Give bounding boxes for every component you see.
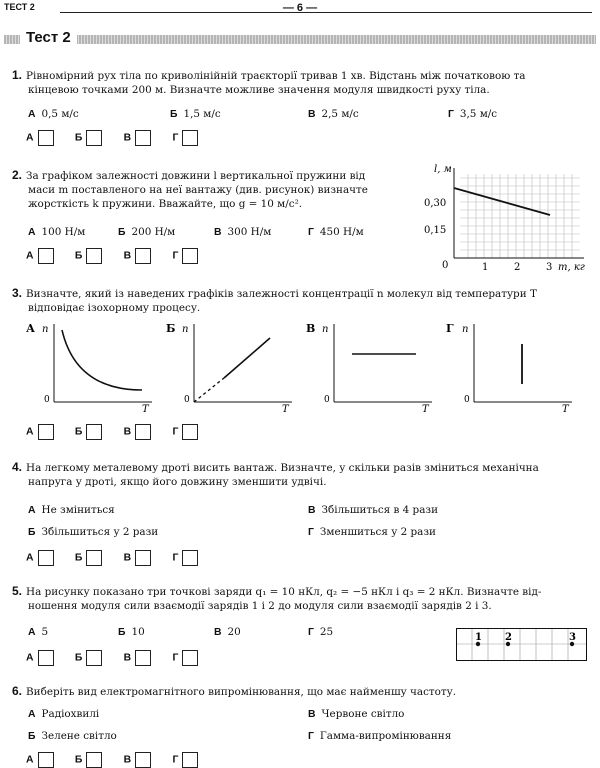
question-number: 2. [12,168,23,182]
answer-box-a[interactable] [38,650,54,666]
question-3 [12,286,537,315]
y-tick-label: 0,30 [424,198,447,209]
option-a: А 100 Н/м [28,226,86,238]
option-b: Б Збільшиться у 2 рази [28,526,159,538]
question-text: На легкому металевому дроті висить вантаж. Визначте, у скільки разів зміниться механічна [26,462,539,474]
question-text: кінцевою точками 200 м. Визначте можливе значення модуля швидкості руху тіла. [28,84,490,96]
title-bar [4,29,596,46]
answer-box-d[interactable] [182,248,198,264]
svg-text:T: T [282,404,289,414]
question-text: відповідає ізохорному процесу. [28,302,201,314]
option-a: А Не зміниться [28,504,115,516]
question-text: напруга у дроті, якщо його довжину зменшити удвічі. [28,476,327,488]
question-text: жорсткість k пружини. Вважайте, що g = 10 м/с². [28,198,303,210]
question-text: ношення модуля сили взаємодії зарядів 1 і 2 до модуля сили взаємодії зарядів 2 і 3. [28,600,492,612]
answer-box-b[interactable] [86,752,102,768]
svg-text:3: 3 [569,632,576,643]
answer-box-d[interactable] [182,424,198,440]
answer-box-c[interactable] [135,424,151,440]
x-tick-label: 3 [546,262,553,273]
svg-text:А: А [26,322,35,335]
answer-row-5: А Б В Г [26,650,216,666]
answer-box-d[interactable] [182,550,198,566]
question-number: 1. [12,68,23,82]
answer-box-b[interactable] [86,130,102,146]
option-d: Г 25 [308,626,334,638]
answer-box-c[interactable] [135,550,151,566]
svg-text:1: 1 [475,632,482,643]
option-a: А 5 [28,626,49,638]
option-c: В Червоне світло [308,708,405,720]
test-label: ТЕСТ 2 [4,2,35,12]
graph-d [444,320,584,414]
option-b: Б Зелене світло [28,730,117,742]
answer-row-3: А Б В Г [26,424,216,440]
answer-box-a[interactable] [38,424,54,440]
page-header [4,2,596,14]
x-tick-label: 1 [482,262,489,273]
option-b: Б 10 [118,626,145,638]
spring-length-graph [420,160,596,278]
svg-text:В: В [306,322,316,335]
svg-text:0: 0 [464,395,470,405]
svg-text:0: 0 [324,395,330,405]
option-c: В Збільшиться в 4 рази [308,504,438,516]
answer-box-b[interactable] [86,248,102,264]
answer-row-1: А Б В Г [26,130,216,146]
option-d: Г Гамма-випромінювання [308,730,452,742]
header-rule [60,12,592,13]
graph-curve [62,330,142,390]
option-d: Г Зменшиться у 2 рази [308,526,436,538]
answer-box-d[interactable] [182,752,198,768]
answer-box-b[interactable] [86,650,102,666]
option-b: Б 1,5 м/с [170,108,221,120]
option-c: В 20 [214,626,241,638]
answer-box-b[interactable] [86,424,102,440]
question-6 [12,684,456,699]
svg-text:n: n [182,324,189,335]
question-5 [12,584,541,613]
answer-box-a[interactable] [38,752,54,768]
question-text: маси m поставленого на неї вантажу (див. рисунок) визначте [28,184,368,196]
question-number: 5. [12,584,23,598]
option-a: А 0,5 м/с [28,108,79,120]
answer-row-6: А Б В Г [26,752,216,768]
question-text: Рівномірний рух тіла по криволінійній траєкторії тривав 1 хв. Відстань між початковою та [26,70,526,82]
svg-text:T: T [142,404,149,414]
svg-text:n: n [322,324,329,335]
option-c: В 2,5 м/с [308,108,359,120]
answer-row-2: А Б В Г [26,248,216,264]
svg-text:Г: Г [446,322,454,335]
question-text: На рисунку показано три точкові заряди q₁ = 10 нКл, q₂ = −5 нКл і q₃ = 2 нКл. Визначте від- [26,586,542,598]
svg-text:2: 2 [505,632,512,643]
question-text: Визначте, який із наведених графіків залежності концентрації n молекул від температури T [26,288,537,300]
option-b: Б 200 Н/м [118,226,176,238]
answer-box-c[interactable] [135,248,151,264]
answer-box-d[interactable] [182,130,198,146]
page-number: — 6 — [282,2,318,14]
x-tick-label: 2 [514,262,521,273]
option-d: Г 450 Н/м [308,226,364,238]
svg-text:0: 0 [44,395,50,405]
answer-box-d[interactable] [182,650,198,666]
svg-text:T: T [422,404,429,414]
svg-text:Б: Б [166,322,176,335]
svg-text:n: n [42,324,49,335]
svg-text:T: T [562,404,569,414]
answer-box-a[interactable] [38,550,54,566]
y-axis-label: l, м [434,164,452,175]
question-4 [12,460,539,489]
graph-line [224,338,270,378]
option-d: Г 3,5 м/с [448,108,498,120]
y-tick-label: 0,15 [424,225,447,236]
answer-box-a[interactable] [38,248,54,264]
origin-label: 0 [442,260,449,271]
test-title: Тест 2 [20,29,77,46]
graph-a [24,320,164,414]
data-line [454,188,550,215]
question-1 [12,68,526,97]
question-number: 4. [12,460,23,474]
question-text: Виберіть вид електромагнітного випромінювання, що має найменшу частоту. [26,686,457,698]
graph-c [304,320,444,414]
answer-box-b[interactable] [86,550,102,566]
option-c: В 300 Н/м [214,226,272,238]
charges-grid [456,628,588,662]
x-axis-label: m, кг [558,262,585,273]
question-2 [12,168,368,211]
graph-b [164,320,304,414]
svg-text:0: 0 [184,395,190,405]
title-bar-pattern [4,35,596,44]
option-a: А Радіохвилі [28,708,100,720]
answer-box-c[interactable] [135,650,151,666]
answer-box-c[interactable] [135,130,151,146]
svg-text:n: n [462,324,469,335]
question-number: 3. [12,286,23,300]
question-number: 6. [12,684,23,698]
question-text: За графіком залежності довжини l вертикальної пружини від [26,170,366,182]
answer-box-a[interactable] [38,130,54,146]
answer-row-4: А Б В Г [26,550,216,566]
answer-box-c[interactable] [135,752,151,768]
